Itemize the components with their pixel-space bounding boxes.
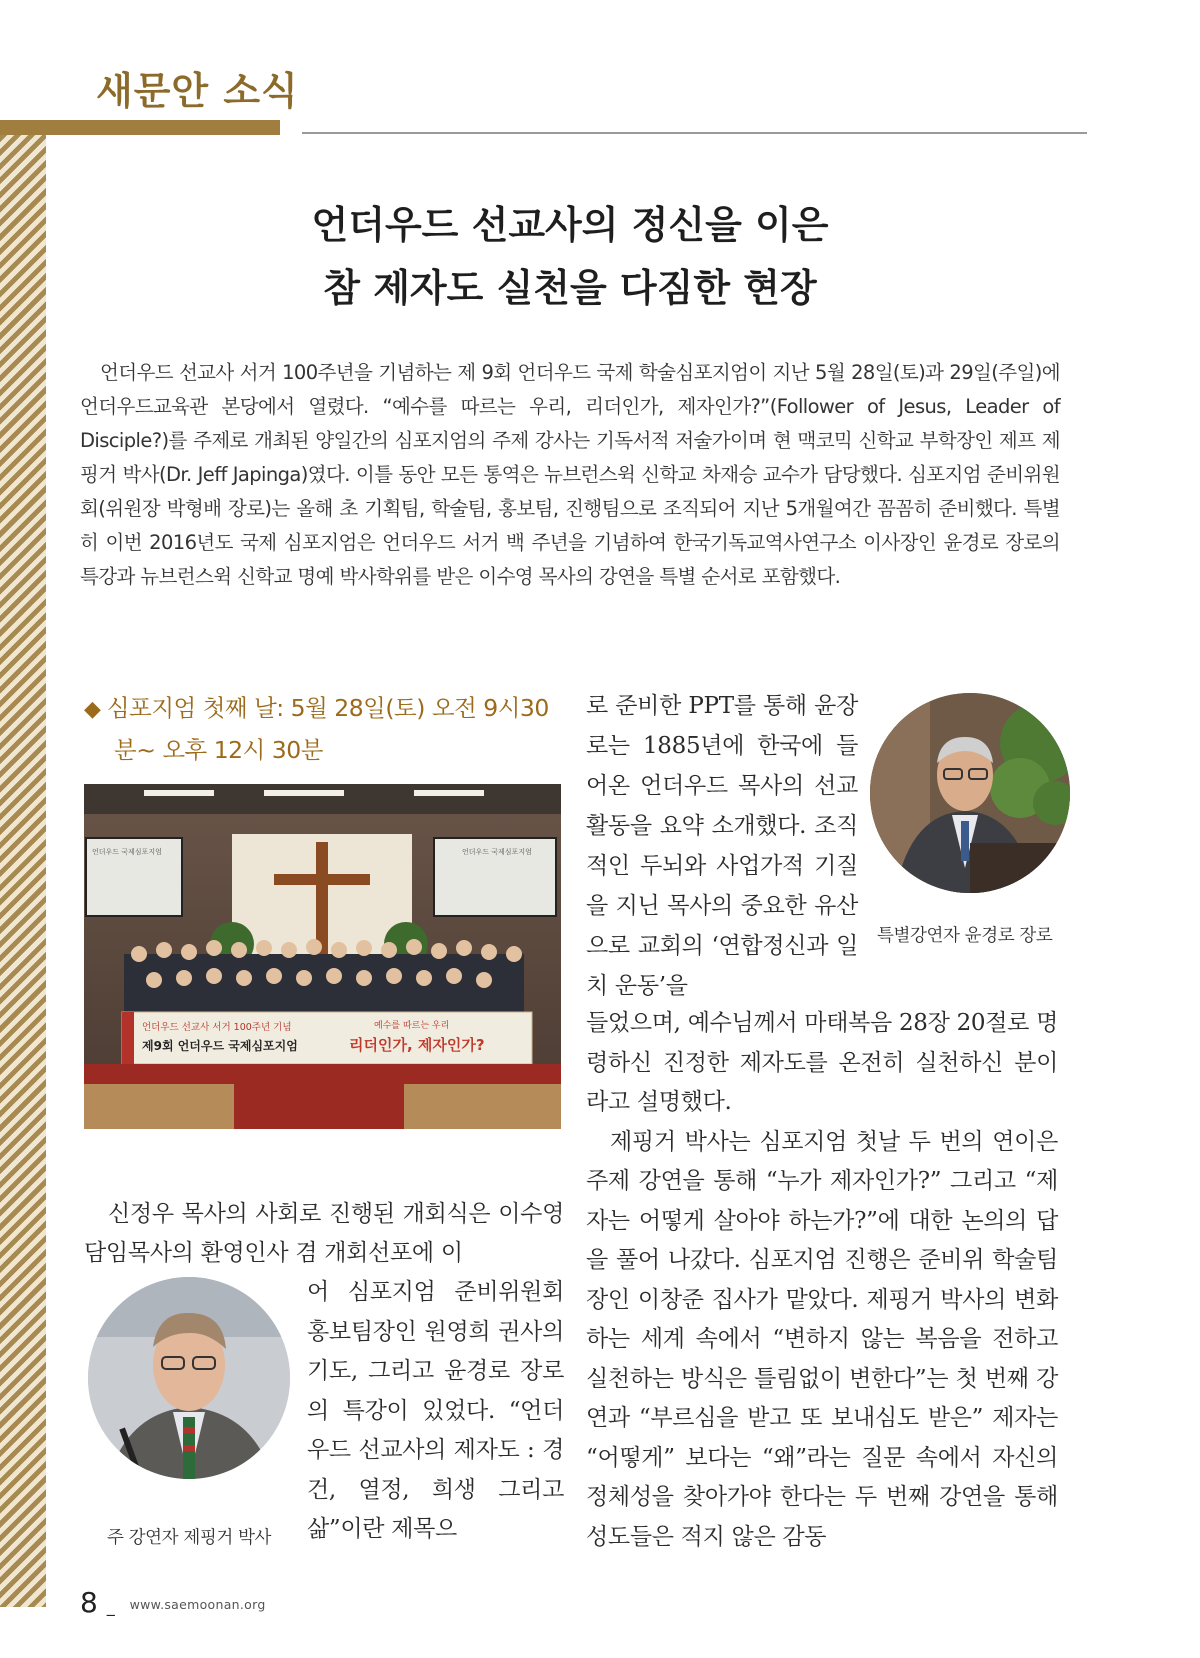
section-title: 새문안 소식 <box>96 69 299 113</box>
right-column-top-text: 로 준비한 PPT를 통해 윤장로는 1885년에 한국에 들어온 언더우드 목사의 선교 활동을 요약 소개했다. 조직적인 두뇌와 사업가적 기질을 지닌 목사의 중요한 유산으로 교회의 ‘연합정신과 일치 운동’을 <box>586 693 858 999</box>
banner-left-line-2: 제9회 언더우드 국제심포지엄 <box>142 1039 298 1053</box>
day1-heading-line-2: 분~ 오후 12시 30분 <box>114 736 323 764</box>
footer-separator: _ <box>106 1597 115 1616</box>
day1-subheading <box>84 688 564 770</box>
screen-right-text: 언더우드 국제심포지엄 <box>462 848 532 856</box>
day1-heading-line-1: 심포지엄 첫째 날: 5월 28일(토) 오전 9시30 <box>106 694 549 722</box>
banner-left-line-1: 언더우드 선교사 서거 100주년 기념 <box>142 1022 292 1033</box>
japinga-portrait <box>88 1277 290 1479</box>
header-rule <box>302 132 1087 134</box>
intro-paragraph <box>80 356 1060 594</box>
right-column-main-text <box>586 1004 1058 1557</box>
left-column-paragraph-start: 신정우 목사의 사회로 진행된 개회식은 이수영 담임목사의 환영인사 겸 개회선포에 이 <box>84 1201 564 1266</box>
group-photo-illustration <box>84 784 561 1129</box>
decorative-side-stripe <box>0 135 46 1607</box>
headline-line-2: 참 제자도 실천을 다짐한 현장 <box>323 266 817 310</box>
page-number: 8 <box>80 1586 98 1619</box>
right-column-paragraph-2: 제핑거 박사는 심포지엄 첫날 두 번의 연이은 주제 강연을 통해 “누가 제자인가?” 그리고 “제자는 어떻게 살아야 하는가?”에 대한 논의의 답을 풀어 나갔다. 심포지엄 진행은 준비위 학술팀장인 이창준 집사가 맡았다. 제핑거 박사의 변화하는 세계 속에서 “변하지 않는 복음을 전하고 실천하는 방식은 틀림없이 변한다”는 첫 번째 강연과 “부르심을 받고 또 보내심도 받은” 제자는 “어떻게” 보다는 “왜”라는 질문 속에서 자신의 정체성을 찾아가야 한다는 두 번째 강연을 통해 성도들은 적지 않은 감동 <box>586 1128 1058 1550</box>
article-headline <box>100 194 1040 320</box>
screen-left-text: 언더우드 국제심포지엄 <box>92 848 162 856</box>
yoon-portrait-illustration <box>870 693 1070 893</box>
banner-right-line-2: 리더인가, 제자인가? <box>349 1036 485 1054</box>
diamond-bullet-icon: ◆ <box>84 697 107 722</box>
page-footer <box>80 1586 266 1619</box>
headline-line-1: 언더우드 선교사의 정신을 이은 <box>311 203 829 247</box>
right-column-paragraph-1-continued: 들었으며, 예수님께서 마태복음 28장 20절로 명령하신 진정한 제자도를 온전히 실천하신 분이라고 설명했다. <box>586 1010 1059 1115</box>
left-column-top-text <box>84 1195 564 1273</box>
section-accent-bar <box>0 120 280 135</box>
group-photo <box>84 784 561 1129</box>
intro-text: 언더우드 선교사 서거 100주년을 기념하는 제 9회 언더우드 국제 학술심포지엄이 지난 5월 28일(토)과 29일(주일)에 언더우드교육관 본당에서 열렸다. “예수를 따르는 우리, 리더인가, 제자인가?”(Follower of Jesus, Leader of Disciple?)를 주제로 개최된 양일간의 심포지엄의 주제 강사는 기독서적 저술가이며 현 맥코믹 신학교 부학장인 제프 제핑거 박사(Dr. Jeff Japinga)였다. 이틀 동안 모든 통역은 뉴브런스윅 신학교 차재승 교수가 담당했다. 심포지엄 준비위원회(위원장 박형배 장로)는 올해 초 기획팀, 학술팀, 홍보팀, 진행팀으로 조직되어 지난 5개월여간 꼼꼼히 준비했다. 특별히 이번 2016년도 국제 심포지엄은 언더우드 서거 백 주년을 기념하여 한국기독교역사연구소 이사장인 윤경로 장로의 특강과 뉴브런스윅 신학교 명예 박사학위를 받은 이수영 목사의 강연을 특별 순서로 포함했다. <box>80 361 1060 588</box>
left-column-wrapped-text: 어 심포지엄 준비위원회 홍보팀장인 원영희 권사의 기도, 그리고 윤경로 장로의 특강이 있었다. “언더우드 선교사의 제자도 : 경건, 열정, 희생 그리고 삶”이란 제목으 <box>307 1279 564 1542</box>
yoon-caption: 특별강연자 윤경로 장로 <box>877 926 1053 946</box>
footer-url: www.saemoonan.org <box>129 1596 266 1612</box>
yoon-portrait <box>870 693 1070 893</box>
banner-right-line-1: 예수를 따르는 우리 <box>374 1021 450 1031</box>
japinga-caption: 주 강연자 제핑거 박사 <box>107 1528 272 1548</box>
japinga-portrait-illustration <box>88 1277 290 1479</box>
